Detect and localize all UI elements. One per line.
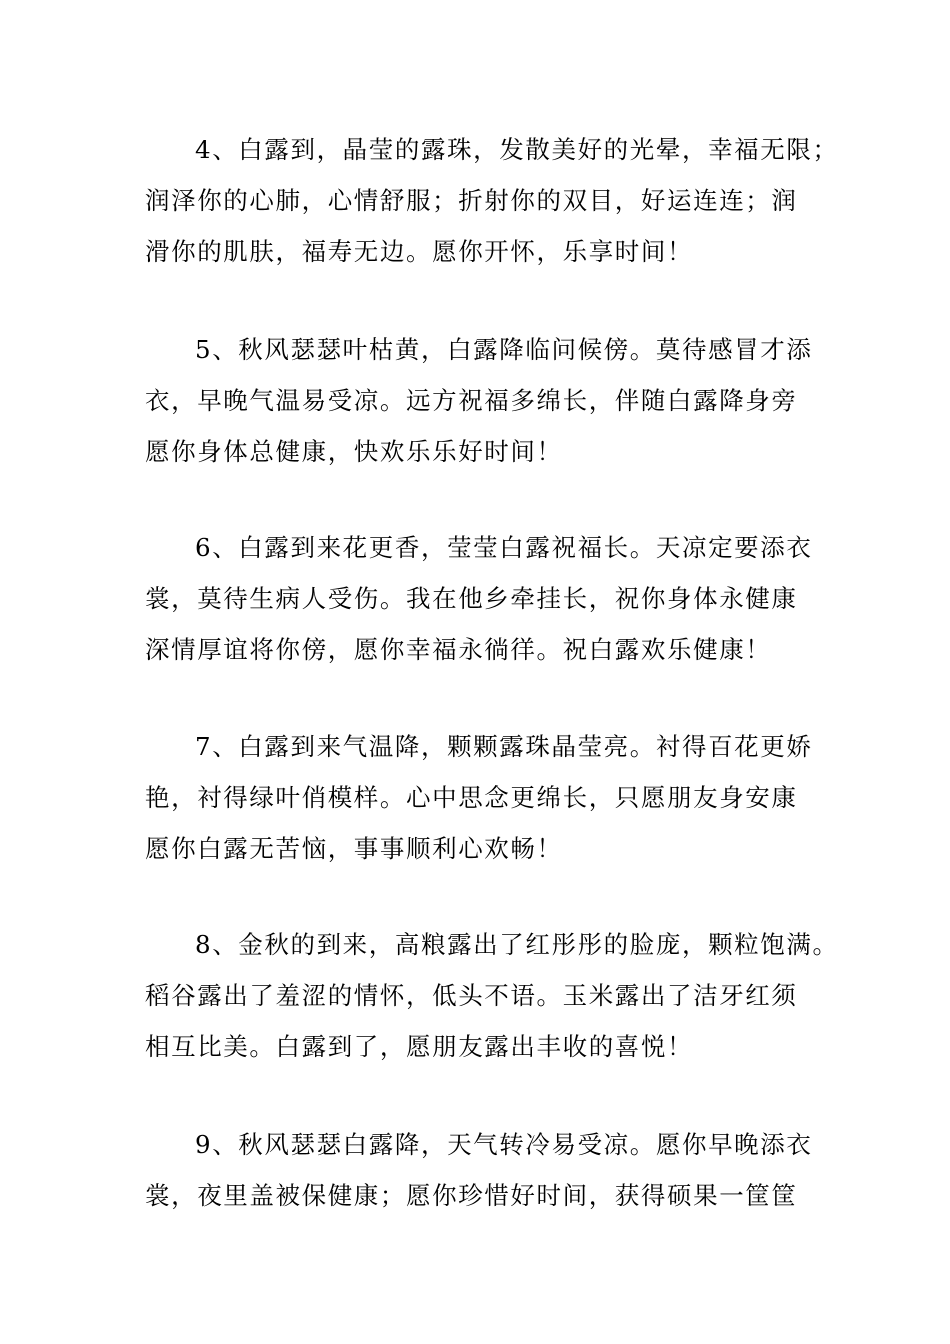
paragraph-line: 深情厚谊将你傍，愿你幸福永徜徉。祝白露欢乐健康！ [145,635,772,664]
paragraph-line: 裳，莫待生病人受伤。我在他乡牵挂长，祝你身体永健康 [145,584,798,613]
paragraph-line: 稻谷露出了羞涩的情怀，低头不语。玉米露出了洁牙红须 [145,981,798,1010]
paragraph-8 [145,930,839,1083]
paragraph-line: 4、白露到，晶莹的露珠，发散美好的光晕，幸福无限； [195,135,839,164]
paragraph-line: 滑你的肌肤，福寿无边。愿你开怀，乐享时间！ [145,237,694,266]
paragraph-line: 9、秋风瑟瑟白露降，天气转冷易受凉。愿你早晚添衣 [195,1130,813,1159]
paragraph-line: 愿你身体总健康，快欢乐乐好时间！ [145,437,563,466]
paragraph-4 [145,135,839,288]
paragraph-line: 润泽你的心肺，心情舒服；折射你的双目，好运连连；润 [145,186,798,215]
paragraph-line: 8、金秋的到来，高粮露出了红彤彤的脸庞，颗粒饱满。 [195,930,839,959]
paragraph-line: 愿你白露无苦恼，事事顺利心欢畅！ [145,834,563,863]
paragraph-line: 6、白露到来花更香，莹莹白露祝福长。天凉定要添衣 [195,533,813,562]
paragraph-line: 相互比美。白露到了，愿朋友露出丰收的喜悦！ [145,1032,694,1061]
paragraph-line: 裳，夜里盖被保健康；愿你珍惜好时间，获得硕果一筐筐 [145,1181,798,1210]
paragraph-line: 5、秋风瑟瑟叶枯黄，白露降临问候傍。莫待感冒才添 [195,335,813,364]
paragraph-line: 7、白露到来气温降，颗颗露珠晶莹亮。衬得百花更娇 [195,732,813,761]
paragraph-line: 艳，衬得绿叶俏模样。心中思念更绵长，只愿朋友身安康 [145,783,798,812]
paragraph-line: 衣，早晚气温易受凉。远方祝福多绵长，伴随白露降身旁 [145,386,798,415]
paragraph-9 [145,1130,825,1232]
paragraph-6 [145,533,825,686]
paragraph-7 [145,732,825,885]
paragraph-5 [145,335,825,488]
